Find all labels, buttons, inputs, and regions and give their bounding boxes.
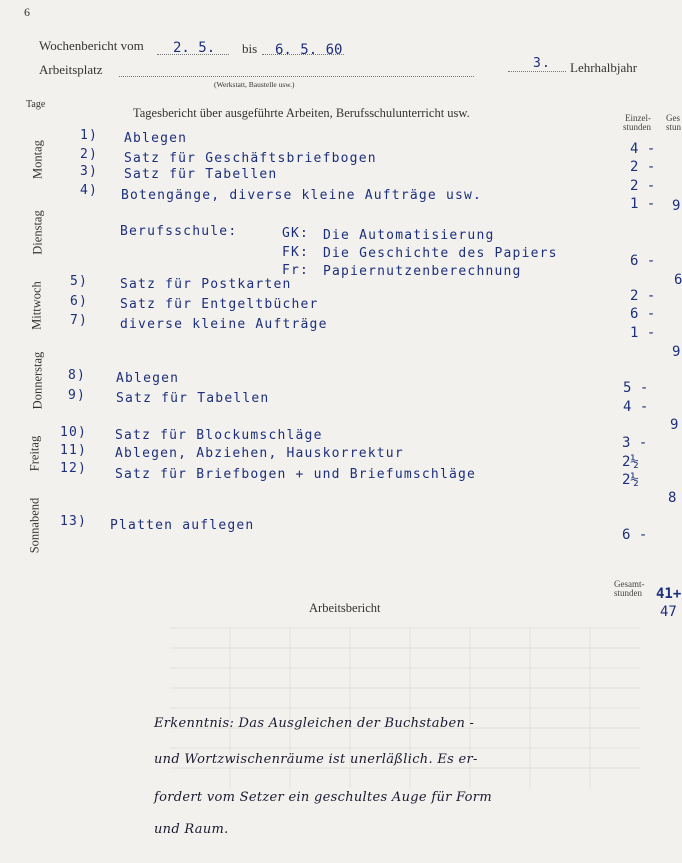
col-einzel-l1: Einzel-: [625, 113, 651, 123]
col-tage: Tage: [26, 99, 46, 110]
gesamtstunden-value2: 47: [660, 604, 677, 620]
col-tagesbericht: Tagesbericht über ausgeführte Arbeiten, Berufsschulunterricht usw.: [133, 106, 470, 120]
gesamtstunden-value1: 41+: [656, 586, 682, 602]
day-sonnabend: Sonnabend: [27, 497, 42, 554]
gesamtstunden-l1: Gesamt-: [614, 579, 645, 589]
entry-text: Ablegen: [124, 131, 188, 146]
col-gesamt-l1: Ges: [666, 113, 680, 123]
entry-num: 8): [68, 368, 87, 383]
entry-text: Platten auflegen: [110, 518, 255, 533]
page-number: 6: [24, 5, 30, 19]
subject-topic: Die Geschichte des Papiers: [323, 246, 558, 261]
gesamtstunden-l2: stunden: [614, 588, 642, 598]
entry-text: Satz für Geschäftsbriefbogen: [124, 151, 377, 166]
arbeitsplatz-sub: (Werkstatt, Baustelle usw.): [214, 80, 295, 89]
subject-abbr: GK:: [282, 226, 310, 241]
entry-hours: 2 -: [630, 288, 656, 304]
entry-num: 6): [70, 294, 89, 309]
day-total-dienstag: 6: [674, 272, 682, 288]
berufsschule-label: Berufsschule:: [120, 224, 238, 239]
entry-num: 13): [60, 514, 88, 529]
entry-num: 1): [80, 128, 99, 143]
entry-hours: 3 -: [622, 435, 648, 451]
entry-text: Satz für Briefbogen + und Briefumschläge: [115, 467, 477, 482]
entry-text: Satz für Postkarten: [120, 277, 292, 292]
day-total-montag: 9: [672, 198, 681, 214]
subject-abbr: FK:: [282, 245, 310, 260]
entry-hours: 1 -: [630, 196, 656, 212]
entry-num: 10): [60, 425, 88, 440]
lehrhalbjahr-value: 3.: [533, 56, 552, 71]
date-to: 6. 5. 60: [275, 42, 343, 58]
entry-hours: 4 -: [623, 399, 649, 415]
wochenbericht-label: Wochenbericht vom: [39, 38, 144, 53]
bericht-line: Erkenntnis: Das Ausgleichen der Buchstaben -: [154, 716, 475, 731]
entry-num: 9): [68, 388, 87, 403]
berufsschule-hours: 6 -: [630, 253, 656, 269]
entry-num: 12): [60, 461, 88, 476]
entry-hours: 6 -: [622, 527, 648, 543]
entry-num: 11): [60, 443, 88, 458]
day-freitag: Freitag: [27, 435, 42, 472]
subject-topic: Die Automatisierung: [323, 228, 495, 243]
entry-hours: 6 -: [630, 306, 656, 322]
entry-num: 7): [70, 313, 89, 328]
bericht-line: fordert vom Setzer ein geschultes Auge für Form: [154, 790, 492, 805]
arbeitsplatz-line: [119, 76, 474, 77]
bericht-line: und Wortzwischenräume ist unerläßlich. Es er-: [154, 752, 478, 767]
entry-num: 2): [80, 147, 99, 162]
entry-num: 5): [70, 274, 89, 289]
subject-topic: Papiernutzenberechnung: [323, 264, 522, 279]
day-dienstag: Dienstag: [30, 210, 45, 255]
lehrhalbjahr-label: Lehrhalbjahr: [570, 60, 638, 75]
entry-text: Satz für Tabellen: [116, 391, 270, 406]
entry-num: 4): [80, 183, 99, 198]
entry-text: Satz für Tabellen: [124, 167, 278, 182]
lehrhalbjahr-line: [508, 71, 566, 72]
date-from: 2. 5.: [173, 40, 216, 56]
entry-text: diverse kleine Aufträge: [120, 317, 328, 332]
entry-hours: 4 -: [630, 141, 656, 157]
entry-text: Ablegen: [116, 371, 180, 386]
entry-hours: 2½: [622, 472, 639, 488]
day-total-mittwoch: 9: [672, 344, 681, 360]
subject-abbr: Fr:: [282, 263, 310, 278]
day-donnerstag: Donnerstag: [30, 351, 45, 410]
day-total-freitag: 8: [668, 490, 677, 506]
entry-hours: 2½: [622, 454, 639, 470]
entry-num: 3): [80, 164, 99, 179]
col-einzel-l2: stunden: [623, 122, 651, 132]
entry-hours: 2 -: [630, 178, 656, 194]
entry-text: Botengänge, diverse kleine Aufträge usw.: [121, 188, 483, 203]
arbeitsbericht-title: Arbeitsbericht: [309, 601, 381, 615]
entry-hours: 1 -: [630, 325, 656, 341]
col-gesamt-l2: stun: [666, 122, 682, 132]
entry-text: Satz für Entgeltbücher: [120, 297, 319, 312]
bericht-line: und Raum.: [154, 822, 229, 837]
day-mittwoch: Mittwoch: [29, 281, 44, 330]
arbeitsplatz-label: Arbeitsplatz: [39, 62, 103, 77]
entry-text: Satz für Blockumschläge: [115, 428, 323, 443]
day-montag: Montag: [30, 140, 45, 179]
day-total-donnerstag: 9: [670, 417, 679, 433]
entry-hours: 5 -: [623, 380, 649, 396]
bis-label: bis: [242, 41, 258, 56]
entry-text: Ablegen, Abziehen, Hauskorrektur: [115, 446, 404, 461]
entry-hours: 2 -: [630, 159, 656, 175]
